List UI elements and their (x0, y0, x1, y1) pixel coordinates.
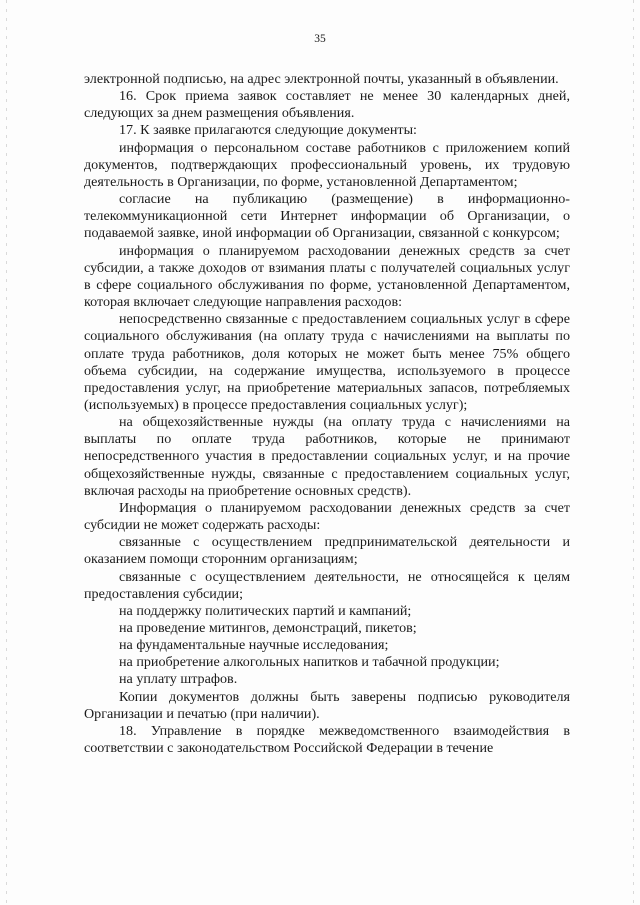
paragraph: непосредственно связанные с предоставлением социальных услуг в сфере социального обслуживания (на оплату труда с начислениями на выплаты по оплате труда работников, доля которых не может быть менее 75% общего объема субсидии, на содержание имущества, используемого в процессе предоставления услуг, на приобретение материальных запасов, потребляемых (используемых) в процессе предоставления социальных услуг); (84, 311, 570, 413)
paragraph: Информация о планируемом расходовании денежных средств за счет субсидии не может содержать расходы: (84, 499, 570, 534)
page-number: 35 (314, 33, 326, 45)
paragraph: 18. Управление в порядке межведомственного взаимодействия в соответствии с законодательством Российской Федерации в течение (84, 722, 570, 757)
paragraph: связанные с осуществлением деятельности, не относящейся к целям предоставления субсидии; (84, 568, 570, 602)
paragraph: на приобретение алкогольных напитков и табачной продукции; (119, 654, 500, 671)
paragraph: информация о персональном составе работников с приложением копий документов, подтверждающих профессиональный уровень, их трудовую деятельность в Организации, по форме, установленной Департаментом; (84, 139, 570, 190)
paragraph: на фундаментальные научные исследования; (119, 637, 389, 654)
paragraph: Копии документов должны быть заверены подписью руководителя Организации и печатью (при наличии). (84, 688, 570, 722)
paragraph: на проведение митингов, демонстраций, пикетов; (119, 620, 417, 636)
paragraph: согласие на публикацию (размещение) в информационно-телекоммуникационной сети Интернет информации об Организации, о подаваемой заявке, иной информации об Организации, связанной с конкурсом; (84, 191, 570, 242)
paragraph: на поддержку политических партий и кампаний; (119, 602, 412, 619)
paragraph: информация о планируемом расходовании денежных средств за счет субсидии, а также доходов от взимания платы с получателей социальных услуг в сфере социального обслуживания по форме, установленной Департаментом, которая включает следующие направления расходов: (84, 242, 570, 311)
paragraph: 16. Срок приема заявок составляет не менее 30 календарных дней, следующих за днем размещения объявления. (84, 88, 570, 122)
document-body (84, 71, 570, 757)
paragraph: электронной подписью, на адрес электронной почты, указанный в объявлении. (84, 71, 559, 87)
paragraph: 17. К заявке прилагаются следующие документы: (119, 122, 417, 139)
paragraph: связанные с осуществлением предпринимательской деятельности и оказанием помощи сторонним организациям; (84, 534, 570, 568)
scan-edge-left (6, 0, 7, 905)
scan-edge-right (633, 0, 634, 905)
paragraph: на общехозяйственные нужды (на оплату труда с начислениями на выплаты по оплате труда работников, которые не принимают непосредственного участия в предоставлении социальных услуг, и на прочие общехозяйственные нужды, связанные с предоставлением социальных услуг, включая расходы на приобретение основных средств). (84, 414, 570, 499)
paragraph: на уплату штрафов. (119, 671, 238, 688)
